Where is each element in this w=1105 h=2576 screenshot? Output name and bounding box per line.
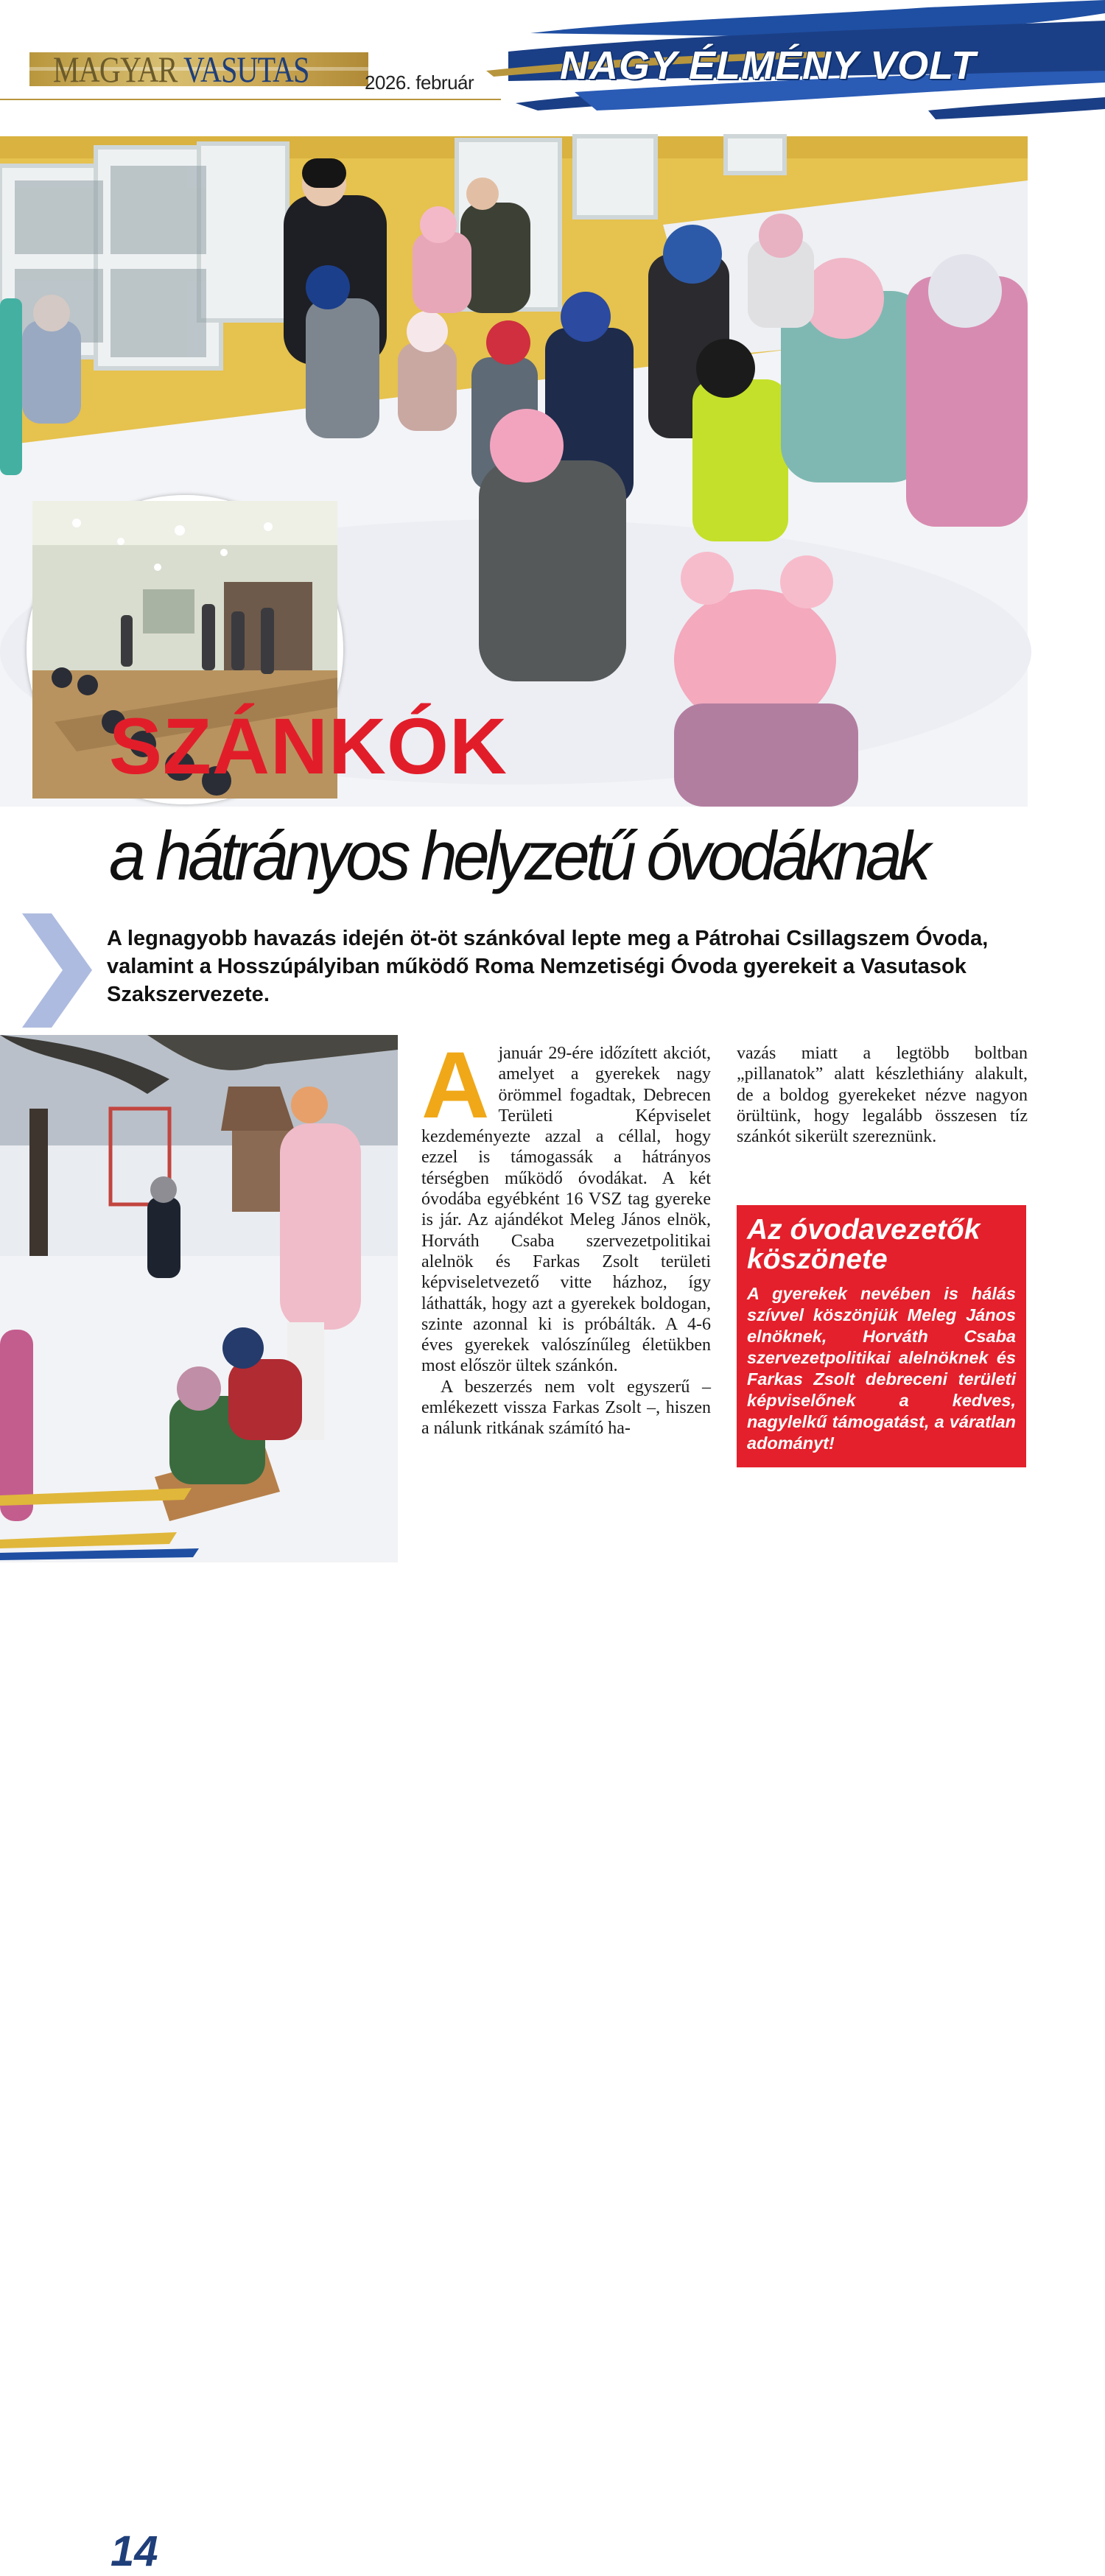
chevron-right-icon xyxy=(22,913,92,1028)
article-paragraph-2: A beszerzés nem volt egyszerű – emlékezett vissza Farkas Zsolt –, hiszen a nálunk ritkának számító ha- xyxy=(421,1377,711,1439)
masthead xyxy=(29,41,501,99)
page-number: 14 xyxy=(110,2527,158,2575)
section-title: NAGY ÉLMÉNY VOLT xyxy=(560,43,977,88)
drop-cap: A xyxy=(421,1033,490,1138)
page-number-brush-graphic xyxy=(0,1481,199,1562)
logo-word-vasutas: VASUTAS xyxy=(183,49,309,90)
logo-word-magyar: MAGYAR xyxy=(53,49,178,90)
article-column-1 xyxy=(421,1033,711,1439)
article-paragraph-3: vazás miatt a legtöbb boltban „pillanatok” alatt készlethiány alakult, de a boldog gyerekeket nézve nagyon örültünk, hogy legalább összesen tíz szánkót sikerült szereznünk. xyxy=(737,1044,1028,1147)
thanks-box-title: Az óvodavezetők köszönete xyxy=(747,1214,981,1275)
article-paragraph-1: január 29-ére időzített akciót, amelyet a gyerekek nagy örömmel fogadtak, Debrecen Területi Képviselet kezdeményezte azzal a céllal, hogy ezzel is támogassák a hátrányos térségben működő óvodákat. A két óvodába egyébként 16 VSZ tag gyereke is jár. Az ajándékot Meleg János elnök, Horváth Csaba szervezetpolitikai alelnök és Farkas Zsolt területi képviseletvezető vitte házhoz, így láthatták, hogy azt a gyerekek boldogan, szinte azonnal ki is próbálták. A 4-6 éves gyerekek valószínűleg életükben most először ültek szánkón. xyxy=(421,1044,711,1376)
article-column-2 xyxy=(737,1043,1028,1147)
section-banner xyxy=(486,0,1105,129)
article-lead: A legnagyobb havazás idején öt-öt szánkóval lepte meg a Pátrohai Csillagszem Óvoda, valamint a Hosszúpályiban működő Roma Nemzetiségi Óvoda gyerekeit a Vasutasok Szakszervezete. xyxy=(107,927,989,1006)
article-subtitle: a hátrányos helyzetű óvodáknak xyxy=(109,817,927,894)
thanks-box-text: A gyerekek nevében is hálás szívvel köszönjük Meleg János elnöknek, Horváth Csaba szervezetpolitikai alelnöknek és Farkas Zsolt debreceni területi képviselőnek a kedves, nagylelkű támogatást, a váratlan adományt! xyxy=(747,1284,1016,1453)
magazine-logo xyxy=(53,48,309,91)
thanks-box xyxy=(737,1205,1026,1467)
article-title: SZÁNKÓK xyxy=(109,701,508,790)
issue-date: 2026. február xyxy=(365,71,474,94)
header-rule xyxy=(0,99,501,100)
